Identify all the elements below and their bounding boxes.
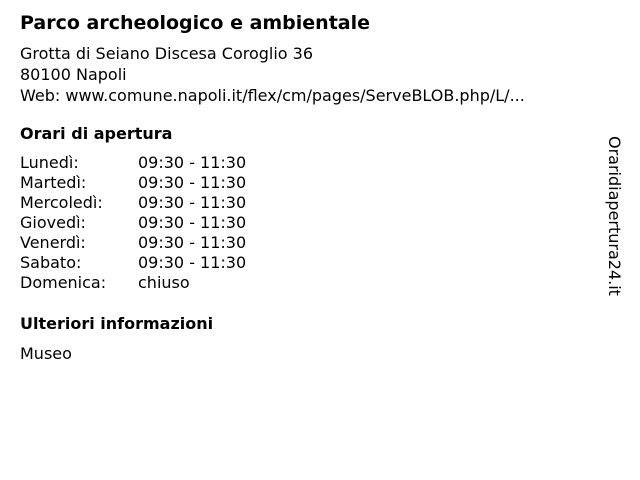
address-city: 80100 Napoli bbox=[20, 65, 127, 84]
time-value: 09:30 - 11:30 bbox=[138, 213, 247, 232]
place-title: Parco archeologico e ambientale bbox=[20, 12, 371, 34]
day-label: Sabato: bbox=[20, 253, 82, 272]
site-watermark: Oraridiapertura24.it bbox=[605, 136, 624, 296]
day-label: Domenica: bbox=[20, 273, 107, 292]
website-link[interactable]: Web: www.comune.napoli.it/flex/cm/pages/ServeBLOB.php/L/... bbox=[20, 86, 525, 105]
further-info-text: Museo bbox=[20, 344, 72, 363]
time-value: 09:30 - 11:30 bbox=[138, 173, 247, 192]
time-value: 09:30 - 11:30 bbox=[138, 233, 247, 252]
time-value: 09:30 - 11:30 bbox=[138, 153, 247, 172]
time-value: 09:30 - 11:30 bbox=[138, 253, 247, 272]
time-value: 09:30 - 11:30 bbox=[138, 193, 247, 212]
further-info-heading: Ulteriori informazioni bbox=[20, 314, 214, 333]
day-label: Mercoledì: bbox=[20, 193, 103, 212]
time-value: chiuso bbox=[138, 273, 190, 292]
address-street: Grotta di Seiano Discesa Coroglio 36 bbox=[20, 44, 314, 63]
address-block bbox=[20, 43, 525, 106]
day-label: Lunedì: bbox=[20, 153, 79, 172]
opening-hours-heading: Orari di apertura bbox=[20, 124, 173, 143]
day-label: Martedì: bbox=[20, 173, 87, 192]
day-label: Giovedì: bbox=[20, 213, 86, 232]
day-label: Venerdì: bbox=[20, 233, 86, 252]
